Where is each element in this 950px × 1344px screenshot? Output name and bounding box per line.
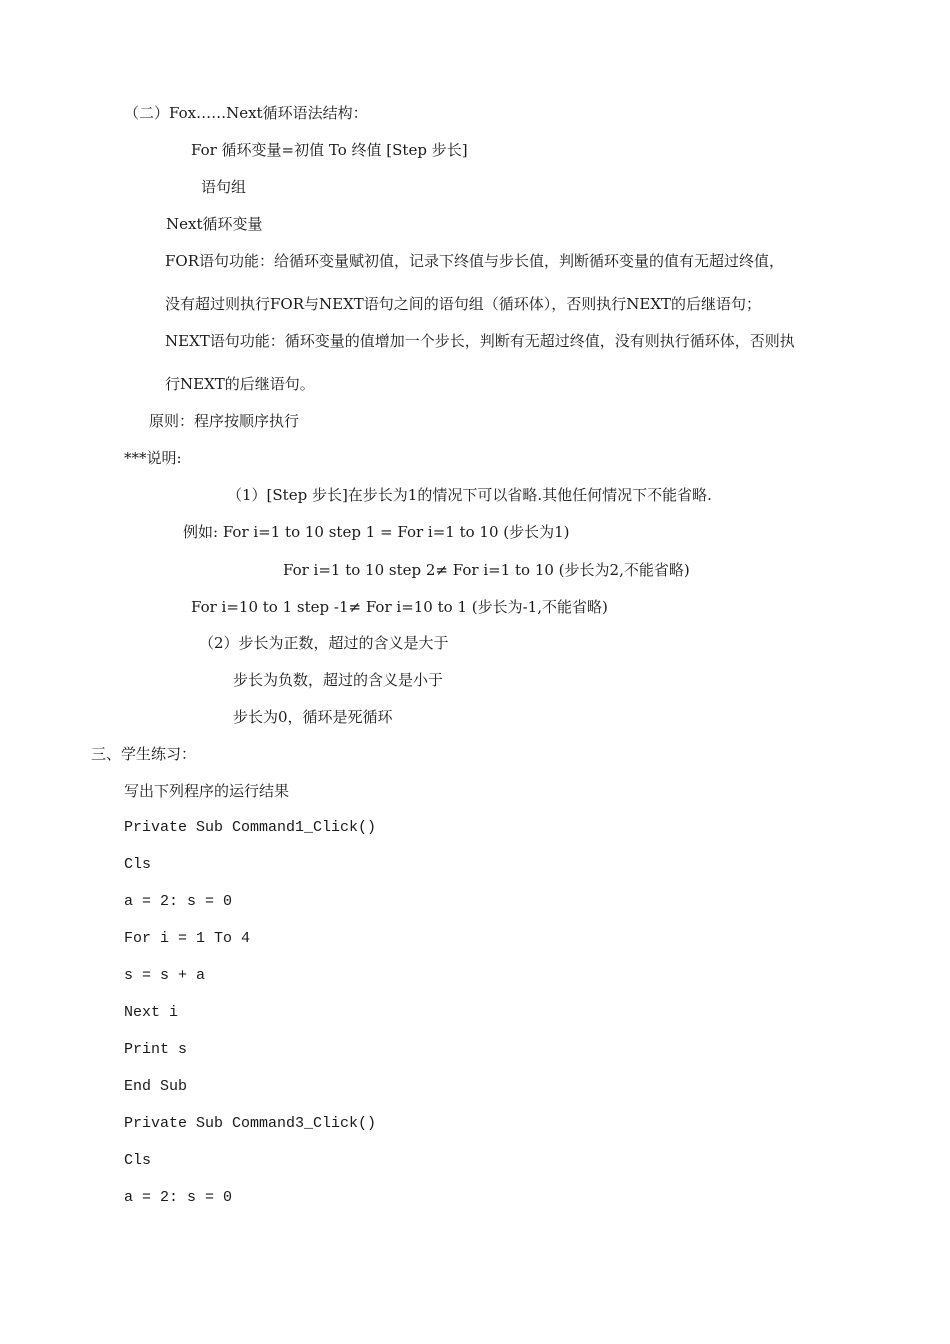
code-line: End Sub [124,1078,188,1095]
section-heading-exercise: 三、学生练习： [91,745,197,763]
code-line: Private Sub Command1_Click() [124,819,377,836]
code-line: Private Sub Command3_Click() [124,1115,377,1132]
example-1: 例如: For i=1 to 10 step 1 = For i=1 to 10 (步长为1) [183,523,570,541]
note-2-negative-step: 步长为负数，超过的含义是小于 [233,671,444,689]
note-1: （1）[Step 步长]在步长为1的情况下可以省略.其他任何情况下不能省略. [227,486,712,504]
for-function-desc-1: FOR语句功能：给循环变量赋初值，记录下终值与步长值，判断循环变量的值有无超过终值， [165,252,785,270]
exercise-instruction: 写出下列程序的运行结果 [124,782,290,800]
for-function-desc-2: 没有超过则执行FOR与NEXT语句之间的语句组（循环体），否则执行NEXT的后继语句； [165,295,762,313]
syntax-line-statements: 语句组 [201,178,247,196]
syntax-line-for: For 循环变量=初值 To 终值 [Step 步长] [191,141,468,159]
code-line: Print s [124,1041,188,1058]
code-line: Cls [124,1152,152,1169]
principle-line: 原则：程序按顺序执行 [149,412,300,430]
example-2: For i=1 to 10 step 2≠ For i=1 to 10 (步长为2,不能省略) [283,561,690,579]
syntax-line-next: Next循环变量 [166,215,263,233]
code-line: Cls [124,856,152,873]
code-line: a = 2: s = 0 [124,893,233,910]
next-function-desc-1: NEXT语句功能：循环变量的值增加一个步长，判断有无超过终值，没有则执行循环体，否则执 [165,332,795,350]
example-3: For i=10 to 1 step -1≠ For i=10 to 1 (步长为-1,不能省略) [191,598,608,616]
note-2-zero-step: 步长为0，循环是死循环 [233,708,393,726]
note-2-positive-step: （2）步长为正数，超过的含义是大于 [199,634,449,652]
next-function-desc-2: 行NEXT的后继语句。 [165,375,315,393]
notes-heading: ***说明: [124,449,182,467]
section-heading-for-next: （二）Fox……Next循环语法结构： [124,104,368,122]
code-line: Next i [124,1004,179,1021]
code-line: a = 2: s = 0 [124,1189,233,1206]
code-line: s = s + a [124,967,206,984]
code-line: For i = 1 To 4 [124,930,251,947]
